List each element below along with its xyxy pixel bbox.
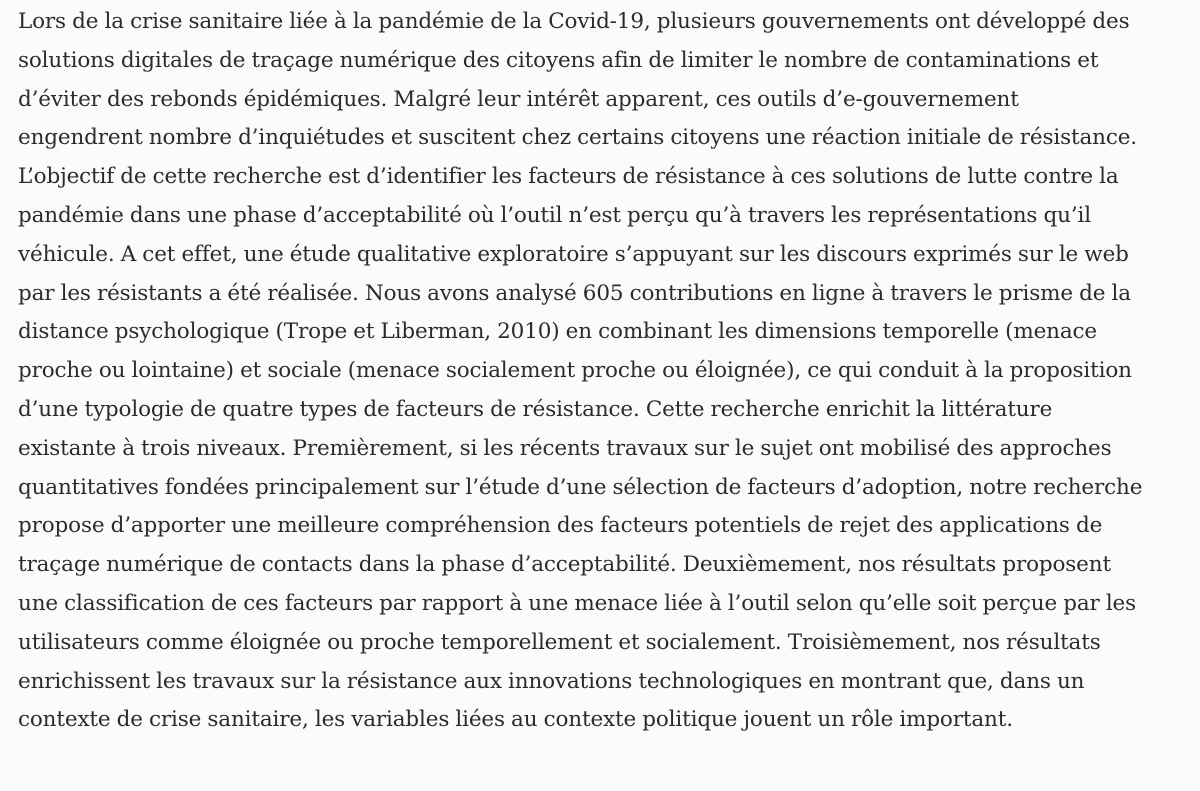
abstract-line: distance psychologique (Trope et Liberman, 2010) en combinant les dimensions temporelle (menace	[18, 319, 1098, 345]
abstract-line: proche ou lointaine) et sociale (menace socialement proche ou éloignée), ce qui conduit à la proposition	[18, 358, 1132, 384]
abstract-line: d’une typologie de quatre types de facteurs de résistance. Cette recherche enrichit la littérature	[18, 396, 1053, 422]
abstract-line: traçage numérique de contacts dans la phase d’acceptabilité. Deuxièmement, nos résultats proposent	[18, 552, 1111, 578]
abstract-line: propose d’apporter une meilleure compréhension des facteurs potentiels de rejet des applications de	[18, 513, 1103, 539]
abstract-line: Lors de la crise sanitaire liée à la pandémie de la Covid-19, plusieurs gouvernements ont développé des	[18, 9, 1130, 34]
abstract-line: L’objectif de cette recherche est d’identifier les facteurs de résistance à ces solutions de lutte contre la	[18, 164, 1119, 190]
abstract-line: contexte de crise sanitaire, les variables liées au contexte politique jouent un rôle important.	[18, 707, 1013, 733]
abstract-line: existante à trois niveaux. Premièrement, si les récents travaux sur le sujet ont mobilisé des approches	[18, 435, 1112, 461]
abstract-line: utilisateurs comme éloignée ou proche temporellement et socialement. Troisièmement, nos résultats	[18, 629, 1101, 655]
abstract-line: une classification de ces facteurs par rapport à une menace liée à l’outil selon qu’elle soit perçue par les	[18, 590, 1136, 616]
abstract-line: solutions digitales de traçage numérique des citoyens afin de limiter le nombre de contaminations et	[18, 47, 1099, 73]
abstract-line: enrichissent les travaux sur la résistance aux innovations technologiques en montrant que, dans un	[18, 668, 1085, 694]
abstract-line: d’éviter des rebonds épidémiques. Malgré leur intérêt apparent, ces outils d’e-gouvernement	[18, 86, 1019, 112]
abstract-line: véhicule. A cet effet, une étude qualitative exploratoire s’appuyant sur les discours exprimés sur le web	[18, 241, 1129, 267]
abstract-line: engendrent nombre d’inquiétudes et suscitent chez certains citoyens une réaction initiale de résistance.	[18, 125, 1137, 151]
abstract-paragraph	[18, 0, 1186, 740]
abstract-line: pandémie dans une phase d’acceptabilité où l’outil n’est perçu qu’à travers les représentations qu’il	[18, 202, 1091, 228]
abstract-line: par les résistants a été réalisée. Nous avons analysé 605 contributions en ligne à travers le prisme de la	[18, 280, 1131, 306]
abstract-line: quantitatives fondées principalement sur l’étude d’une sélection de facteurs d’adoption, notre recherche	[18, 474, 1143, 500]
